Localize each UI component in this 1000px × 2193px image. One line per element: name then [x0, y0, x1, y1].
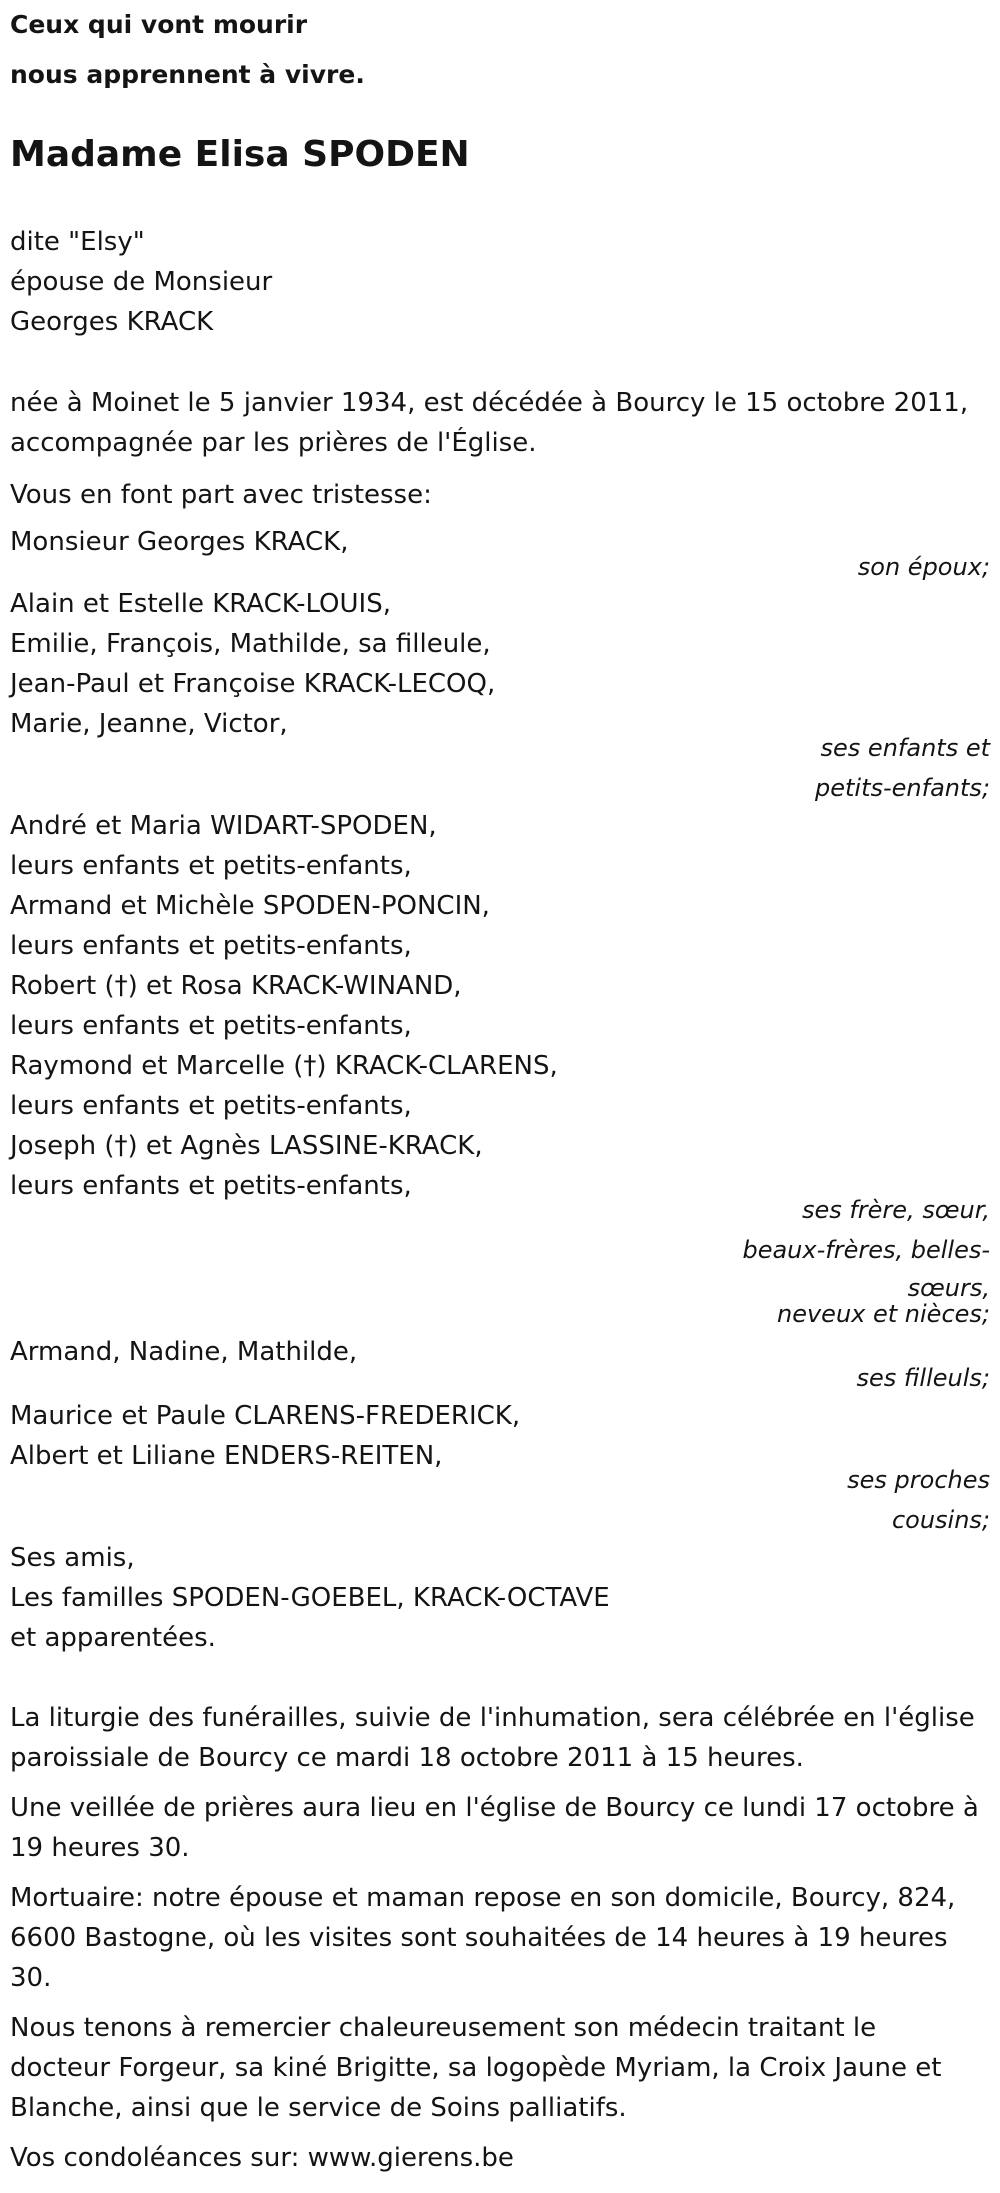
thanks-line: Nous tenons à remercier chaleureusement son médecin traitant le	[10, 2013, 877, 2043]
birth-line: accompagnée par les prières de l'Église.	[10, 428, 537, 458]
mortuary-line: 30.	[10, 1963, 52, 1993]
family-line: Joseph (†) et Agnès LASSINE-KRACK,	[10, 1131, 483, 1161]
relation-label: sœurs,	[907, 1274, 990, 1302]
family-line: Armand, Nadine, Mathilde,	[10, 1337, 358, 1367]
family-line: Marie, Jeanne, Victor,	[10, 709, 288, 739]
family-line: André et Maria WIDART-SPODEN,	[10, 811, 437, 841]
family-line: Monsieur Georges KRACK,	[10, 527, 349, 557]
birth-line: née à Moinet le 5 janvier 1934, est décédée à Bourcy le 15 octobre 2011,	[10, 388, 969, 418]
intro-line: épouse de Monsieur	[10, 267, 273, 297]
relation-label: beaux-frères, belles-	[742, 1236, 990, 1264]
intro-line: dite "Elsy"	[10, 227, 145, 257]
family-line: leurs enfants et petits-enfants,	[10, 1011, 412, 1041]
relation-label: ses frère, sœur,	[801, 1196, 990, 1224]
family-line: leurs enfants et petits-enfants,	[10, 931, 412, 961]
family-line: Robert (†) et Rosa KRACK-WINAND,	[10, 971, 462, 1001]
announce-line: Vous en font part avec tristesse:	[10, 480, 432, 510]
relation-label: petits-enfants;	[815, 774, 990, 802]
thanks-line: docteur Forgeur, sa kiné Brigitte, sa logopède Myriam, la Croix Jaune et	[10, 2053, 942, 2083]
friends-line: Ses amis,	[10, 1543, 135, 1573]
thanks-line: Blanche, ainsi que le service de Soins palliatifs.	[10, 2093, 627, 2123]
relation-label: ses filleuls;	[856, 1364, 990, 1392]
mortuary-line: Mortuaire: notre épouse et maman repose en son domicile, Bourcy, 824,	[10, 1883, 956, 1913]
family-line: Raymond et Marcelle (†) KRACK-CLARENS,	[10, 1051, 558, 1081]
family-line: Emilie, François, Mathilde, sa filleule,	[10, 629, 491, 659]
family-line: Alain et Estelle KRACK-LOUIS,	[10, 589, 391, 619]
intro-line: Georges KRACK	[10, 307, 214, 337]
family-line: leurs enfants et petits-enfants,	[10, 851, 412, 881]
family-line: Jean-Paul et Françoise KRACK-LECOQ,	[10, 669, 496, 699]
condolences-line: Vos condoléances sur: www.gierens.be	[10, 2143, 514, 2173]
quote-line-2: nous apprennent à vivre.	[10, 60, 365, 89]
relation-label: neveux et nièces;	[777, 1300, 990, 1328]
family-line: Armand et Michèle SPODEN-PONCIN,	[10, 891, 490, 921]
mortuary-line: 6600 Bastogne, où les visites sont souhaitées de 14 heures à 19 heures	[10, 1923, 948, 1953]
friends-line: Les familles SPODEN-GOEBEL, KRACK-OCTAVE	[10, 1583, 610, 1613]
quote-line-1: Ceux qui vont mourir	[10, 10, 308, 39]
relation-label: ses proches	[847, 1466, 990, 1494]
deceased-name: Madame Elisa SPODEN	[10, 134, 470, 175]
relation-label: ses enfants et	[820, 734, 990, 762]
vigil-line: 19 heures 30.	[10, 1833, 190, 1863]
family-line: leurs enfants et petits-enfants,	[10, 1171, 412, 1201]
relation-label: son époux;	[857, 553, 990, 581]
funeral-line: La liturgie des funérailles, suivie de l'inhumation, sera célébrée en l'église	[10, 1703, 975, 1733]
family-line: leurs enfants et petits-enfants,	[10, 1091, 412, 1121]
family-line: Maurice et Paule CLARENS-FREDERICK,	[10, 1401, 521, 1431]
funeral-line: paroissiale de Bourcy ce mardi 18 octobre 2011 à 15 heures.	[10, 1743, 804, 1773]
vigil-line: Une veillée de prières aura lieu en l'église de Bourcy ce lundi 17 octobre à	[10, 1793, 979, 1823]
family-line: Albert et Liliane ENDERS-REITEN,	[10, 1441, 443, 1471]
friends-line: et apparentées.	[10, 1623, 216, 1653]
relation-label: cousins;	[891, 1506, 990, 1534]
